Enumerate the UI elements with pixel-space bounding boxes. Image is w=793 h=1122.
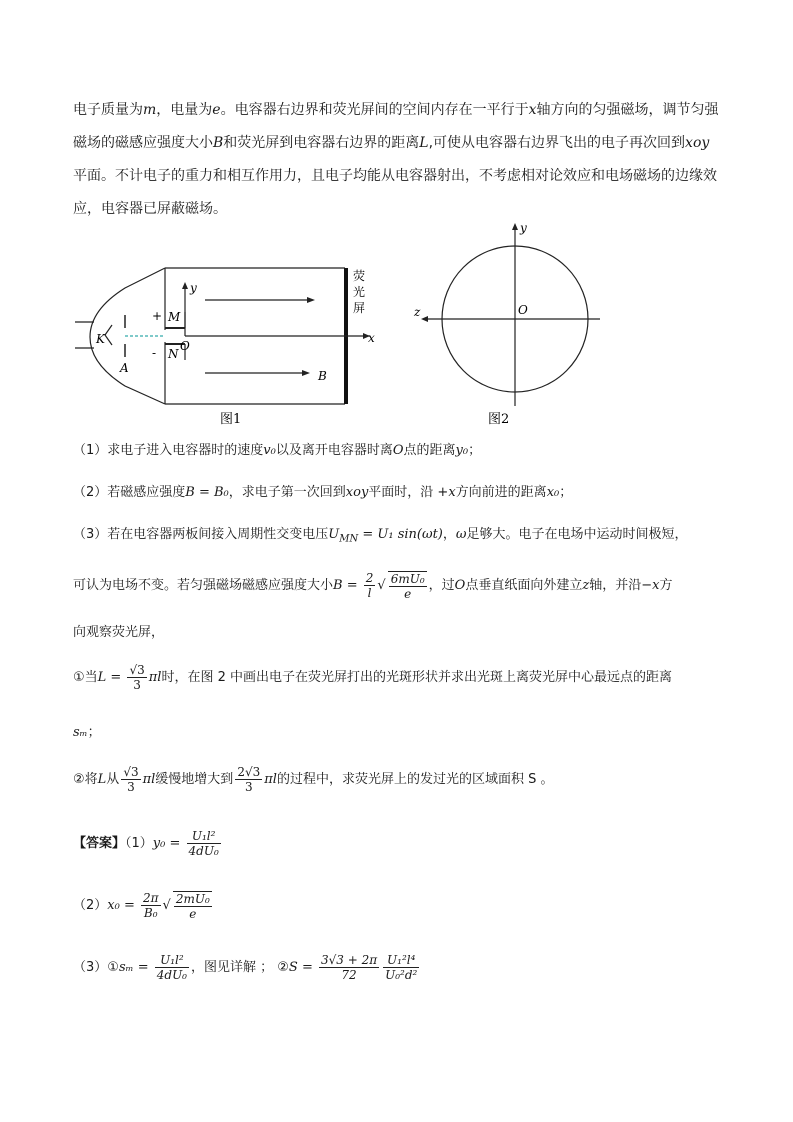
question-2: （2）若磁感应强度B = B₀，求电子第一次回到xoy平面时，沿 +x方向前进的距离x₀；	[73, 485, 573, 500]
answer-2: （2）x₀ = $\frac{2\pi}{\text{B₀}}$ √ $\frac{\text{2mU₀}}{e}$	[73, 891, 210, 921]
question-3-line-3: 向观察荧光屏，	[73, 625, 165, 640]
fraction: $\frac{2}{l}$	[365, 571, 374, 600]
cathode-k	[105, 325, 112, 345]
label-plus: +	[152, 309, 163, 323]
question-3-part-2: ②将L从 $\frac{√3}{3}$ πl缓慢地增大到 $\frac{2√3}{3}$ πl的过程中，求荧光屏上的发过光的区域面积 S 。	[73, 765, 554, 794]
label-minus: -	[152, 346, 157, 360]
label-y: y	[520, 221, 527, 235]
screen-label-3: 屏	[353, 301, 366, 315]
question-1: （1）求电子进入电容器时的速度v₀以及离开电容器时离O点的距离y₀；	[73, 443, 482, 458]
figure-1-caption: 图1	[220, 412, 242, 427]
question-3-part-1-cont: sₘ；	[73, 725, 101, 740]
label-x: x	[368, 331, 375, 345]
label-o: O	[518, 303, 528, 317]
figure-2-caption: 图2	[488, 412, 510, 427]
label-n: N	[168, 347, 179, 361]
intro-line-3: 平面。不计电子的重力和相互作用力，且电子均能从电容器射出，不考虑相对论效应和电场磁场的边缘效	[73, 168, 717, 184]
intro-line-1: 电子质量为m，电量为e。电容器右边界和荧光屏间的空间内存在一平行于x轴方向的匀强磁场，调节匀强	[73, 102, 719, 118]
y-axis-arrow	[182, 282, 188, 289]
intro-line-4: 应，电容器已屏蔽磁场。	[73, 201, 227, 217]
label-a: A	[120, 361, 129, 375]
question-3: （3）若在电容器两板间接入周期性交变电压$U_{MN} = U_1$ sin(ωt)，ω足够大。电子在电场中运动时间极短，	[73, 527, 688, 545]
question-3-part-1: ①当L = $\frac{√3}{3}$ πl时，在图 2 中画出电子在荧光屏打出的光斑形状并求出光斑上离荧光屏中心最远点的距离	[73, 663, 672, 692]
answer-1: 【答案】（1）y₀ = $\frac{\text{U₁l²}}{\text{4dU₀}}$	[73, 829, 219, 858]
label-b: B	[318, 369, 327, 383]
intro-line-2: 磁场的磁感应强度大小B和荧光屏到电容器右边界的距离L,可使从电容器右边界飞出的电子再次回到xoy	[73, 135, 710, 151]
figure-2-diagram	[410, 218, 610, 428]
label-z: z	[414, 305, 421, 319]
figure-1-diagram	[70, 240, 400, 430]
screen-label-1: 荧	[353, 269, 366, 283]
answer-3: （3）①sₘ = $\frac{\text{U₁l²}}{\text{4dU₀}}$ ，图见详解 ； ②S = $\frac{3√3 + 2\pi}{72}$ $\frac{\text{U₁²l⁴}}{\text{U₀²d²}}$	[73, 953, 418, 982]
label-k: K	[96, 332, 105, 346]
label-m: M	[168, 310, 181, 324]
sqrt-fraction: $\frac{\text{6mU₀}}{e}$	[388, 571, 427, 601]
label-y: y	[190, 281, 197, 295]
label-o: O	[180, 339, 190, 353]
answer-label: 【答案】	[73, 836, 126, 851]
question-3-line-2: 可认为电场不变。若匀强磁场磁感应强度大小B = $\frac{2}{l}$ √ $\frac{\text{6mU₀}}{e}$ ，过O点垂直纸面向外建立z轴，并沿−x方	[73, 571, 673, 601]
screen-label-2: 光	[353, 285, 366, 299]
